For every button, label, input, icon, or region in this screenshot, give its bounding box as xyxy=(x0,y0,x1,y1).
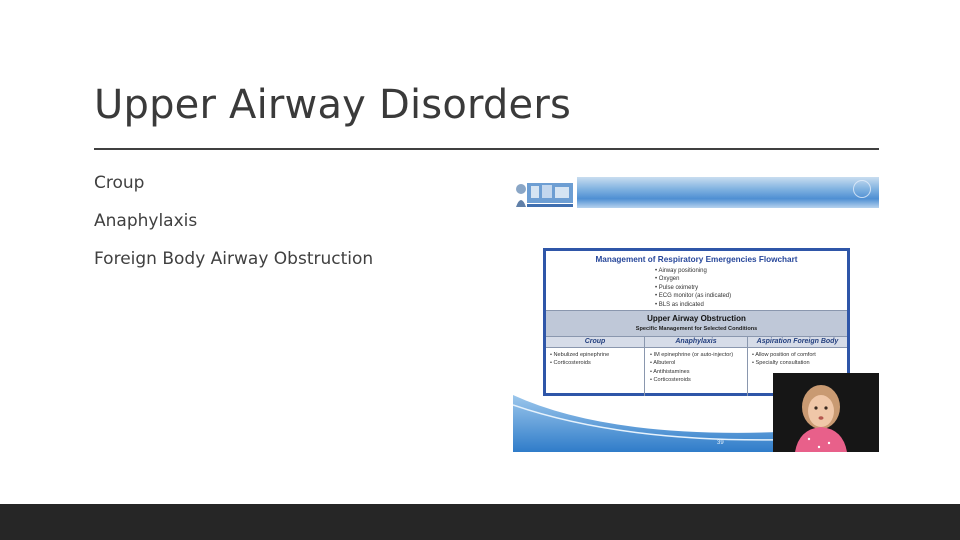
step-item: • BLS as indicated xyxy=(655,301,731,309)
footer-bar xyxy=(0,504,960,540)
column-heading-croup: Croup xyxy=(584,338,606,345)
anaphylaxis-items xyxy=(650,351,733,384)
section-title: Upper Airway Obstruction xyxy=(647,314,746,323)
bullet-foreign-body: Foreign Body Airway Obstruction xyxy=(94,249,374,269)
header-banner xyxy=(577,177,879,208)
bullet-list xyxy=(94,172,373,286)
seal-icon xyxy=(853,180,871,198)
step-item: • Oxygen xyxy=(655,275,731,283)
column-heading-foreign-body: Aspiration Foreign Body xyxy=(756,338,839,345)
step-item: • ECG monitor (as indicated) xyxy=(655,292,731,300)
column-heading-anaphylaxis: Anaphylaxis xyxy=(675,338,717,345)
foreign-body-items xyxy=(752,351,816,368)
step-item: • Pulse oximetry xyxy=(655,284,731,292)
bullet-anaphylaxis: Anaphylaxis xyxy=(94,211,198,231)
list-item: • IM epinephrine (or auto-injector) xyxy=(650,351,733,359)
title-divider xyxy=(94,148,879,150)
column-divider xyxy=(747,337,748,396)
page-number: 39 xyxy=(717,440,724,446)
list-item: • Allow position of comfort xyxy=(752,351,816,359)
hospital-logo-icon xyxy=(513,177,577,211)
list-item: • Nebulized epinephrine xyxy=(550,351,609,359)
flowchart-image xyxy=(513,177,879,452)
general-steps xyxy=(655,267,731,309)
list-item: • Corticosteroids xyxy=(650,376,733,384)
video-inset xyxy=(773,373,879,452)
croup-items xyxy=(550,351,609,368)
list-item: • Corticosteroids xyxy=(550,359,609,367)
slide-title: Upper Airway Disorders xyxy=(94,82,572,128)
flowchart-title: Management of Respiratory Emergencies Flowchart xyxy=(595,255,798,264)
child-photo xyxy=(773,373,879,452)
list-item: • Specialty consultation xyxy=(752,359,816,367)
column-headers xyxy=(546,337,847,348)
section-subtitle: Specific Management for Selected Conditions xyxy=(635,326,758,332)
column-divider xyxy=(644,337,645,396)
step-item: • Airway positioning xyxy=(655,267,731,275)
bullet-croup: Croup xyxy=(94,173,145,193)
section-header xyxy=(546,310,847,337)
list-item: • Antihistamines xyxy=(650,368,733,376)
list-item: • Albuterol xyxy=(650,359,733,367)
